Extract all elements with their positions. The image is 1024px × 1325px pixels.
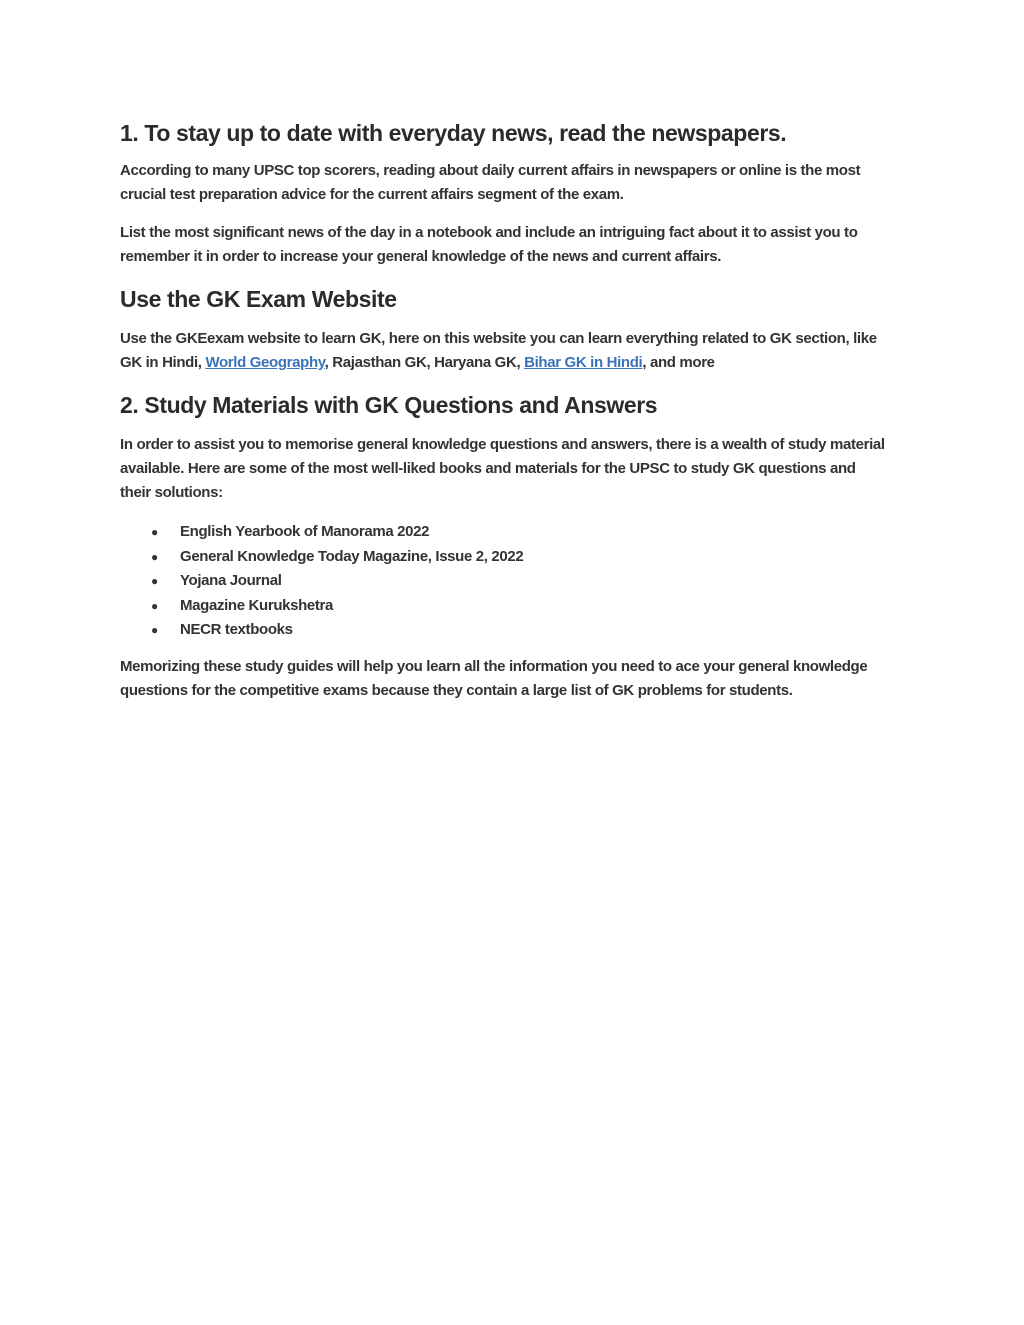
paragraph-text-start: Use the GKEexam website to learn GK, here on this website you can learn everything related to GK section, like GK in Hindi,: [120, 330, 877, 371]
paragraph-gk-website: [120, 327, 890, 375]
bullet-icon: ●: [151, 623, 158, 637]
list-item-text: Magazine Kurukshetra: [180, 596, 334, 614]
paragraph-upsc-scorers: According to many UPSC top scorers, reading about daily current affairs in newspapers or online is the most crucial test preparation advice for the current affairs segment of the exam.: [120, 162, 861, 203]
list-item: [120, 594, 890, 619]
paragraph-text-mid: , Rajasthan GK, Haryana GK,: [324, 354, 525, 371]
document-page: [120, 118, 890, 703]
paragraph-study-material-intro: In order to assist you to memorise general knowledge questions and answers, there is a wealth of study material available. Here are some of the most well-liked books and materials for the UPSC to study GK questions and their solutions:: [120, 436, 885, 501]
list-item-text: English Yearbook of Manorama 2022: [180, 523, 430, 540]
list-item: [120, 545, 890, 570]
bullet-icon: ●: [151, 525, 158, 539]
list-item-text: NECR textbooks: [180, 621, 293, 638]
bullet-icon: ●: [151, 549, 158, 564]
list-item: [120, 569, 890, 594]
paragraph-text-end: , and more: [642, 354, 715, 371]
section-heading-study-materials: 2. Study Materials with GK Questions and Answers: [120, 392, 658, 418]
paragraph-notebook-tip: List the most significant news of the day in a notebook and include an intriguing fact about it to assist you to remember it in order to increase your general knowledge of the news and current affairs.: [120, 224, 858, 265]
world-geography-link[interactable]: World Geography: [205, 354, 325, 371]
bullet-icon: ●: [151, 598, 158, 613]
list-item-text: Yojana Journal: [180, 572, 282, 589]
study-materials-list: [120, 520, 890, 643]
bihar-gk-hindi-link[interactable]: Bihar GK in Hindi: [524, 354, 643, 371]
list-item-text: General Knowledge Today Magazine, Issue 2, 2022: [180, 547, 524, 565]
list-item: [120, 520, 890, 545]
section-heading-gk-website: Use the GK Exam Website: [120, 286, 397, 312]
section-heading-newspapers: 1. To stay up to date with everyday news, read the newspapers.: [120, 120, 787, 146]
list-item: [120, 618, 890, 643]
paragraph-memorizing-guides: Memorizing these study guides will help you learn all the information you need to ace your general knowledge questions for the competitive exams because they contain a large list of GK problems for students.: [120, 657, 868, 699]
bullet-icon: ●: [151, 574, 158, 588]
